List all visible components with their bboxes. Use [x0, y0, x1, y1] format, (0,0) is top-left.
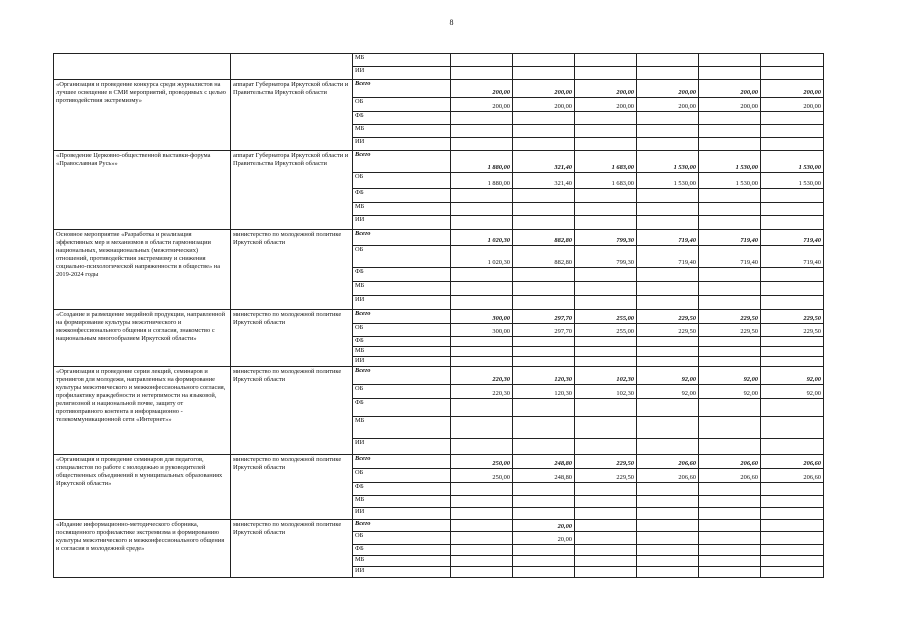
amount-cell [513, 508, 575, 520]
amount-cell [761, 545, 824, 556]
amount-cell [637, 125, 699, 138]
amount-cell [513, 67, 575, 80]
amount-cell [761, 296, 824, 310]
amount-cell: 200,00 [513, 98, 575, 112]
amount-cell [637, 347, 699, 357]
amount-cell [575, 483, 637, 496]
funding-source-cell: ФБ [353, 483, 451, 496]
amount-cell [699, 508, 761, 520]
amount-cell [575, 567, 637, 578]
amount-cell [761, 357, 824, 367]
funding-source-cell: Всего [353, 367, 451, 385]
amount-cell: 1 530,00 [761, 173, 824, 189]
funding-source-cell: МБ [353, 282, 451, 296]
amount-cell [451, 417, 513, 439]
amount-cell [451, 545, 513, 556]
amount-cell [451, 282, 513, 296]
amount-cell: 92,00 [761, 385, 824, 399]
amount-cell [451, 67, 513, 80]
amount-cell: 92,00 [637, 367, 699, 385]
amount-cell [451, 189, 513, 203]
amount-cell [637, 268, 699, 282]
amount-cell: 200,00 [761, 98, 824, 112]
activity-description: «Создание и размещение медийной продукции, направленной на формирование культуры межэтнического и межконфессионального общения и согласия, знакомство с национальным многообразием Иркутской области» [54, 310, 231, 367]
amount-cell [761, 189, 824, 203]
amount-cell [761, 520, 824, 532]
amount-cell [699, 112, 761, 125]
amount-cell [575, 545, 637, 556]
amount-cell [699, 347, 761, 357]
amount-cell: 220,30 [451, 367, 513, 385]
amount-cell [575, 357, 637, 367]
funding-source-cell: Всего [353, 151, 451, 173]
table-row [54, 455, 824, 469]
amount-cell: 297,70 [513, 324, 575, 337]
amount-cell: 229,50 [699, 324, 761, 337]
amount-cell [637, 112, 699, 125]
funding-source-cell: ОБ [353, 532, 451, 545]
amount-cell [699, 545, 761, 556]
amount-cell [451, 399, 513, 417]
amount-cell [575, 282, 637, 296]
amount-cell: 102,30 [575, 367, 637, 385]
amount-cell: 1 880,00 [451, 173, 513, 189]
amount-cell: 120,30 [513, 385, 575, 399]
amount-cell [699, 357, 761, 367]
funding-source-cell: ФБ [353, 545, 451, 556]
amount-cell: 92,00 [761, 367, 824, 385]
funding-source-cell: МБ [353, 417, 451, 439]
amount-cell: 200,00 [451, 98, 513, 112]
amount-cell [637, 138, 699, 151]
amount-cell [575, 417, 637, 439]
amount-cell [637, 545, 699, 556]
amount-cell [575, 508, 637, 520]
table-row [54, 151, 824, 173]
amount-cell [575, 520, 637, 532]
amount-cell: 200,00 [637, 80, 699, 98]
amount-cell: 229,50 [761, 310, 824, 324]
amount-cell [637, 532, 699, 545]
amount-cell [575, 337, 637, 347]
amount-cell [575, 203, 637, 216]
funding-source-cell: Всего [353, 310, 451, 324]
amount-cell [637, 203, 699, 216]
amount-cell [575, 54, 637, 67]
amount-cell: 229,50 [761, 324, 824, 337]
amount-cell: 200,00 [699, 80, 761, 98]
amount-cell [451, 520, 513, 532]
amount-cell [513, 556, 575, 567]
amount-cell [575, 216, 637, 230]
activity-description: «Организация и проведение семинаров для педагогов, специалистов по работе с молодежью и руководителей общественных объединений в муниципальных образованиях Иркутской области» [54, 455, 231, 520]
activity-description: «Организация и проведение конкурса среди журналистов на лучшее освещение в СМИ мероприятий, проводимых с целью противодействия экстремизму» [54, 80, 231, 151]
table-row [54, 367, 824, 385]
amount-cell [761, 532, 824, 545]
amount-cell: 297,70 [513, 310, 575, 324]
amount-cell [699, 268, 761, 282]
amount-cell [513, 357, 575, 367]
funding-source-cell: ИИ [353, 138, 451, 151]
amount-cell [699, 399, 761, 417]
amount-cell [575, 138, 637, 151]
amount-cell [761, 337, 824, 347]
amount-cell: 1 880,00 [451, 151, 513, 173]
amount-cell: 229,50 [699, 310, 761, 324]
funding-source-cell: ОБ [353, 469, 451, 483]
amount-cell [451, 347, 513, 357]
amount-cell [761, 567, 824, 578]
amount-cell: 1 683,00 [575, 151, 637, 173]
amount-cell [699, 138, 761, 151]
amount-cell: 1 530,00 [699, 151, 761, 173]
amount-cell [637, 417, 699, 439]
funding-source-cell: МБ [353, 54, 451, 67]
amount-cell: 92,00 [637, 385, 699, 399]
amount-cell [575, 189, 637, 203]
amount-cell [451, 203, 513, 216]
amount-cell [699, 439, 761, 455]
amount-cell [575, 399, 637, 417]
amount-cell: 1 530,00 [699, 173, 761, 189]
amount-cell [637, 399, 699, 417]
amount-cell [513, 496, 575, 508]
amount-cell [451, 357, 513, 367]
amount-cell: 206,60 [699, 469, 761, 483]
amount-cell [575, 532, 637, 545]
amount-cell: 229,50 [575, 469, 637, 483]
table-row [54, 520, 824, 532]
funding-source-cell: ОБ [353, 246, 451, 268]
amount-cell: 321,40 [513, 151, 575, 173]
amount-cell [451, 532, 513, 545]
amount-cell: 206,60 [637, 469, 699, 483]
funding-source-cell: ИИ [353, 296, 451, 310]
amount-cell [637, 567, 699, 578]
amount-cell: 300,00 [451, 324, 513, 337]
amount-cell [637, 556, 699, 567]
amount-cell: 20,00 [513, 532, 575, 545]
responsible-executor: аппарат Губернатора Иркутской области и Правительства Иркутской области [231, 80, 353, 151]
amount-cell [761, 347, 824, 357]
amount-cell [699, 189, 761, 203]
amount-cell [699, 337, 761, 347]
amount-cell [513, 203, 575, 216]
amount-cell: 229,50 [575, 455, 637, 469]
amount-cell [637, 520, 699, 532]
amount-cell: 206,60 [699, 455, 761, 469]
amount-cell: 120,30 [513, 367, 575, 385]
amount-cell [575, 268, 637, 282]
funding-source-cell: ФБ [353, 189, 451, 203]
amount-cell: 799,30 [575, 230, 637, 246]
amount-cell [451, 54, 513, 67]
amount-cell: 248,80 [513, 469, 575, 483]
amount-cell [699, 520, 761, 532]
amount-cell [761, 112, 824, 125]
table-row [54, 54, 824, 67]
amount-cell [513, 417, 575, 439]
amount-cell [513, 337, 575, 347]
amount-cell: 200,00 [575, 98, 637, 112]
amount-cell [637, 54, 699, 67]
amount-cell [575, 496, 637, 508]
amount-cell [513, 138, 575, 151]
funding-source-cell: ФБ [353, 399, 451, 417]
amount-cell [575, 296, 637, 310]
amount-cell [761, 399, 824, 417]
amount-cell [637, 337, 699, 347]
funding-source-cell: МБ [353, 347, 451, 357]
table-row [54, 80, 824, 98]
amount-cell [637, 483, 699, 496]
amount-cell: 200,00 [699, 98, 761, 112]
amount-cell: 248,80 [513, 455, 575, 469]
amount-cell: 250,00 [451, 469, 513, 483]
amount-cell [513, 296, 575, 310]
amount-cell: 92,00 [699, 367, 761, 385]
amount-cell [513, 54, 575, 67]
amount-cell: 1 020,30 [451, 246, 513, 268]
amount-cell [637, 296, 699, 310]
amount-cell: 1 530,00 [761, 151, 824, 173]
amount-cell: 206,60 [637, 455, 699, 469]
amount-cell [699, 282, 761, 296]
funding-source-cell: ИИ [353, 357, 451, 367]
amount-cell [761, 556, 824, 567]
funding-source-cell: Всего [353, 455, 451, 469]
amount-cell [513, 399, 575, 417]
amount-cell: 250,00 [451, 455, 513, 469]
amount-cell: 200,00 [761, 80, 824, 98]
funding-source-cell: ФБ [353, 337, 451, 347]
amount-cell [637, 67, 699, 80]
funding-source-cell: ОБ [353, 173, 451, 189]
amount-cell: 1 530,00 [637, 151, 699, 173]
amount-cell [513, 567, 575, 578]
table-row [54, 310, 824, 324]
amount-cell [451, 268, 513, 282]
amount-cell: 200,00 [575, 80, 637, 98]
amount-cell [761, 439, 824, 455]
table-row [54, 230, 824, 246]
amount-cell [637, 508, 699, 520]
amount-cell [451, 567, 513, 578]
amount-cell: 719,40 [699, 230, 761, 246]
amount-cell: 719,40 [761, 246, 824, 268]
amount-cell [699, 54, 761, 67]
funding-source-cell: ОБ [353, 385, 451, 399]
amount-cell [761, 67, 824, 80]
amount-cell [761, 496, 824, 508]
amount-cell [699, 483, 761, 496]
amount-cell: 1 530,00 [637, 173, 699, 189]
amount-cell [761, 125, 824, 138]
amount-cell: 255,00 [575, 310, 637, 324]
amount-cell [575, 439, 637, 455]
funding-source-cell: Всего [353, 520, 451, 532]
amount-cell: 220,30 [451, 385, 513, 399]
amount-cell [761, 282, 824, 296]
amount-cell: 719,40 [637, 246, 699, 268]
amount-cell: 719,40 [699, 246, 761, 268]
amount-cell [451, 112, 513, 125]
amount-cell [513, 125, 575, 138]
amount-cell [575, 112, 637, 125]
amount-cell [699, 296, 761, 310]
amount-cell: 719,40 [761, 230, 824, 246]
funding-source-cell: ФБ [353, 112, 451, 125]
amount-cell [699, 203, 761, 216]
amount-cell: 300,00 [451, 310, 513, 324]
responsible-executor: министерство по молодежной политике Иркутской области [231, 455, 353, 520]
amount-cell: 92,00 [699, 385, 761, 399]
activity-description: Основное мероприятие «Разработка и реализация эффективных мер и механизмов в области гармонизации национальных, межнациональных (межэтнических) отношений, противодействия экстремизму и снижения социально-психологической напряженности в обществе» на 2019-2024 годы [54, 230, 231, 310]
responsible-executor: аппарат Губернатора Иркутской области и Правительства Иркутской области [231, 151, 353, 230]
responsible-executor: министерство по молодежной политике Иркутской области [231, 367, 353, 455]
amount-cell: 1 020,30 [451, 230, 513, 246]
amount-cell [637, 282, 699, 296]
amount-cell [513, 189, 575, 203]
funding-source-cell: ОБ [353, 98, 451, 112]
responsible-executor: министерство по молодежной политике Иркутской области [231, 310, 353, 367]
funding-source-cell: ИИ [353, 567, 451, 578]
amount-cell [513, 216, 575, 230]
amount-cell [451, 508, 513, 520]
amount-cell [761, 54, 824, 67]
funding-source-cell: МБ [353, 496, 451, 508]
amount-cell [575, 347, 637, 357]
amount-cell [761, 483, 824, 496]
amount-cell [637, 189, 699, 203]
amount-cell [451, 337, 513, 347]
funding-source-cell: МБ [353, 125, 451, 138]
funding-source-cell: МБ [353, 556, 451, 567]
activity-description: «Проведение Церковно-общественной выставки-форума «Православная Русь»» [54, 151, 231, 230]
amount-cell [513, 347, 575, 357]
amount-cell [699, 125, 761, 138]
amount-cell [699, 556, 761, 567]
amount-cell [637, 439, 699, 455]
amount-cell [761, 268, 824, 282]
activity-description: «Организация и проведение серии лекций, семинаров и тренингов для молодежи, направленных на формирование культуры межэтнического и межконфессионального согласия, профилактику враждебности и нетерпимости на языковой, религиозной и национальной почве, защиту от противоправного контента в информационно - телекоммуникационной сети «Интернет»» [54, 367, 231, 455]
amount-cell [451, 496, 513, 508]
amount-cell [761, 138, 824, 151]
amount-cell [513, 483, 575, 496]
amount-cell [513, 268, 575, 282]
funding-source-cell: ИИ [353, 508, 451, 520]
funding-source-cell: Всего [353, 80, 451, 98]
amount-cell: 255,00 [575, 324, 637, 337]
amount-cell: 1 683,00 [575, 173, 637, 189]
amount-cell: 882,80 [513, 246, 575, 268]
funding-source-cell: ИИ [353, 439, 451, 455]
responsible-executor: министерство по молодежной политике Иркутской области [231, 520, 353, 578]
amount-cell [699, 216, 761, 230]
amount-cell [513, 112, 575, 125]
amount-cell [451, 556, 513, 567]
funding-source-cell: МБ [353, 203, 451, 216]
amount-cell: 229,50 [637, 310, 699, 324]
amount-cell [451, 483, 513, 496]
amount-cell [451, 296, 513, 310]
amount-cell: 206,60 [761, 455, 824, 469]
funding-source-cell: ИИ [353, 216, 451, 230]
amount-cell [575, 125, 637, 138]
amount-cell [699, 67, 761, 80]
amount-cell [761, 417, 824, 439]
funding-source-cell: Всего [353, 230, 451, 246]
funding-source-cell: ОБ [353, 324, 451, 337]
amount-cell [699, 532, 761, 545]
amount-cell: 200,00 [451, 80, 513, 98]
amount-cell: 200,00 [513, 80, 575, 98]
amount-cell: 20,00 [513, 520, 575, 532]
amount-cell: 206,60 [761, 469, 824, 483]
amount-cell [637, 496, 699, 508]
amount-cell [699, 417, 761, 439]
amount-cell: 799,30 [575, 246, 637, 268]
amount-cell: 719,40 [637, 230, 699, 246]
amount-cell [513, 545, 575, 556]
funding-source-cell: ИИ [353, 67, 451, 80]
amount-cell [451, 125, 513, 138]
activity-description: «Издание информационно-методического сборника, посвященного профилактике экстремизма и формированию культуры межэтнического и межконфессионального общения и согласия в молодежной среде» [54, 520, 231, 578]
amount-cell: 882,80 [513, 230, 575, 246]
budget-table [53, 53, 824, 578]
amount-cell [451, 138, 513, 151]
amount-cell [575, 67, 637, 80]
amount-cell: 229,50 [637, 324, 699, 337]
amount-cell [513, 282, 575, 296]
responsible-executor: министерство по молодежной политике Иркутской области [231, 230, 353, 310]
amount-cell [637, 216, 699, 230]
amount-cell [451, 439, 513, 455]
amount-cell: 200,00 [637, 98, 699, 112]
amount-cell: 102,30 [575, 385, 637, 399]
description-cell [54, 54, 231, 80]
responsible-cell [231, 54, 353, 80]
amount-cell [761, 203, 824, 216]
amount-cell [637, 357, 699, 367]
amount-cell [761, 216, 824, 230]
amount-cell [761, 508, 824, 520]
amount-cell: 321,40 [513, 173, 575, 189]
amount-cell [575, 556, 637, 567]
funding-source-cell: ФБ [353, 268, 451, 282]
amount-cell [513, 439, 575, 455]
amount-cell [451, 216, 513, 230]
amount-cell [699, 567, 761, 578]
page-number: 8 [449, 18, 454, 27]
amount-cell [699, 496, 761, 508]
